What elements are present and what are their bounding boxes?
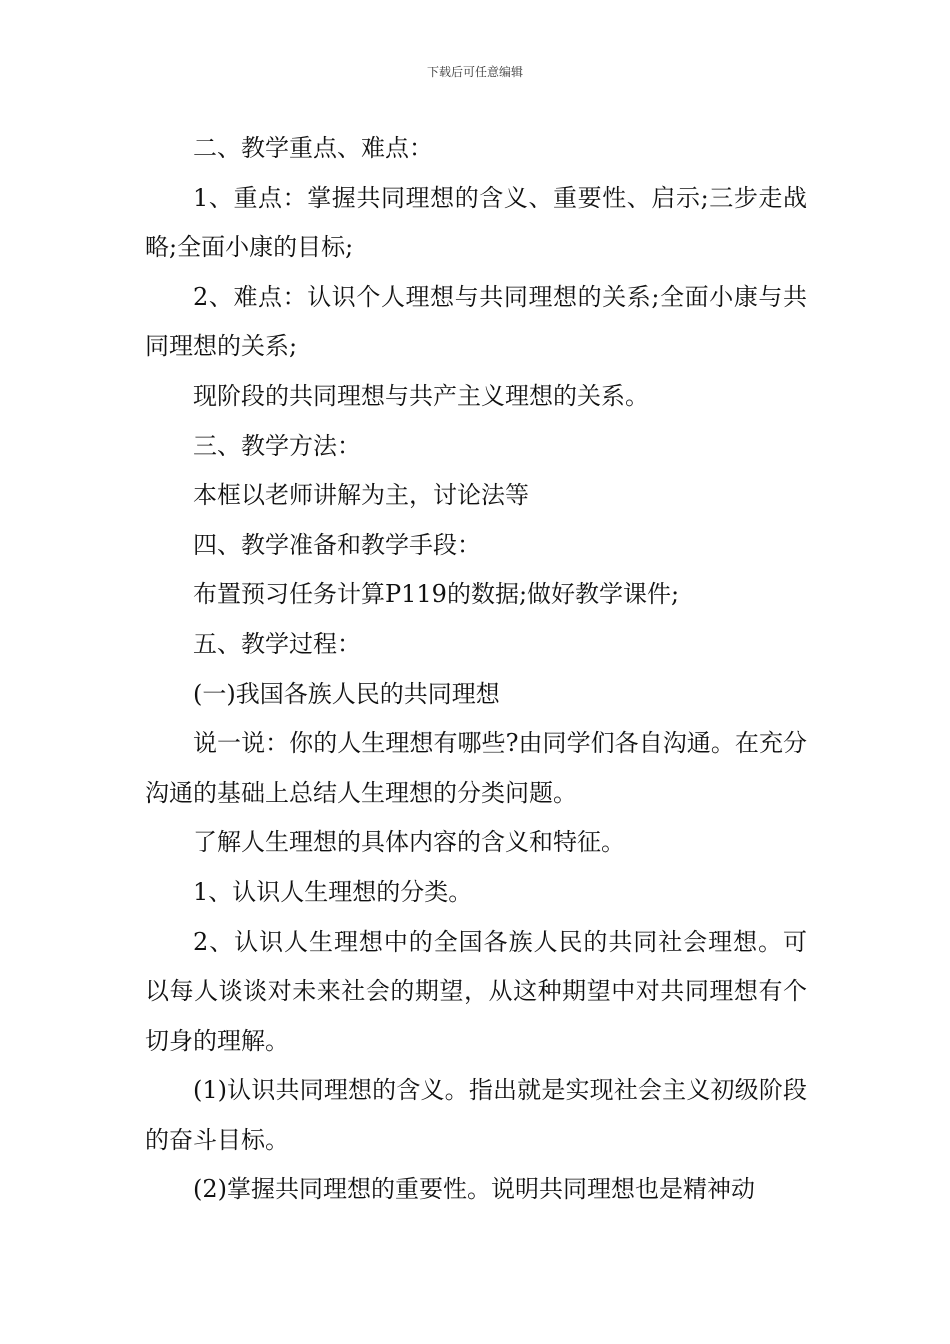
list-item-1: 1、认识人生理想的分类。 [193,877,473,906]
subheading-common-ideal: (一)我国各族人民的共同理想 [193,679,500,708]
paragraph-understand-ideal: 了解人生理想的具体内容的含义和特征。 [193,828,625,857]
sub-item-1: (1)认识共同理想的含义。指出就是实现社会主义初级阶段的奋斗目标。 [145,1076,807,1154]
heading-teaching-preparation: 四、教学准备和教学手段： [193,530,481,559]
heading-key-points: 二、教学重点、难点： [193,134,433,162]
document-body [145,124,807,1215]
heading-teaching-process: 五、教学过程： [193,629,361,658]
heading-teaching-method: 三、教学方法： [193,431,361,460]
sub-item-2: (2)掌握共同理想的重要性。说明共同理想也是精神动 [193,1175,755,1204]
list-item-2: 2、认识人生理想中的全国各族人民的共同社会理想。可以每人谈谈对未来社会的期望，从这种期望中对共同理想有个切身的理解。 [145,927,807,1055]
paragraph-discussion: 说一说：你的人生理想有哪些?由同学们各自沟通。在充分沟通的基础上总结人生理想的分类问题。 [145,729,807,807]
paragraph-ideal-relation: 现阶段的共同理想与共产主义理想的关系。 [193,381,649,410]
paragraph-key-point: 1、重点：掌握共同理想的含义、重要性、启示;三步走战略;全面小康的目标; [145,183,807,262]
paragraph-teaching-preparation: 布置预习任务计算P119的数据;做好教学课件; [193,580,680,609]
page-header: 下载后可任意编辑 [426,65,523,79]
paragraph-difficult-point: 2、难点：认识个人理想与共同理想的关系;全面小康与共同理想的关系; [145,282,807,361]
paragraph-teaching-method: 本框以老师讲解为主，讨论法等 [193,481,529,510]
